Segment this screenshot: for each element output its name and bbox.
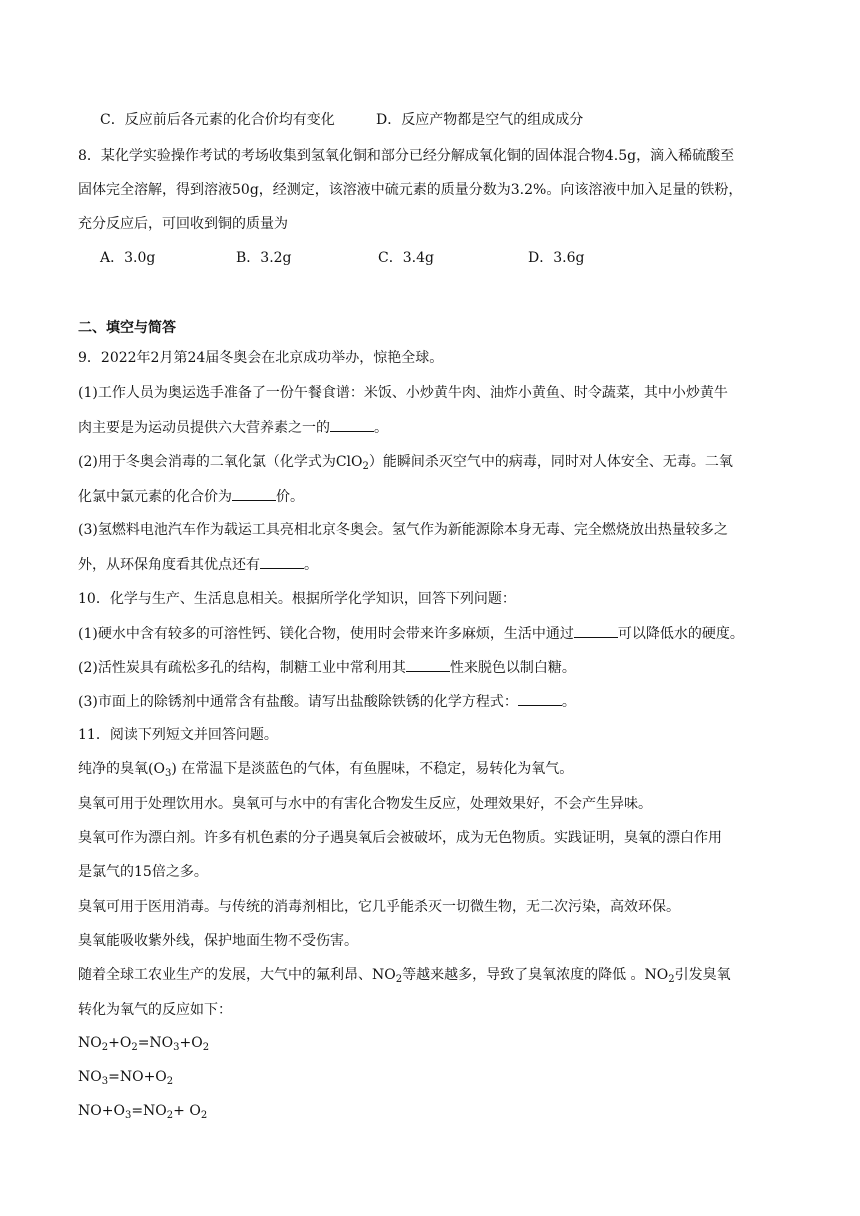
q10-stem: 10．化学与生产、生活息息相关。根据所学化学知识，回答下列问题： (78, 591, 516, 607)
q8-line-2: 固体完全溶解，得到溶液50g，经测定，该溶液中硫元素的质量分数为3.2%。向该溶液中加入足量的铁粉， (78, 182, 743, 198)
q11-sentence-3-line2: 是氯气的15倍之多。 (78, 864, 208, 880)
q10-part2 (78, 657, 576, 678)
eq-part: =NO+O (108, 1069, 167, 1085)
eq-part: =NO (131, 1103, 167, 1119)
eq-subscript: 2 (166, 1076, 174, 1087)
answer-blank[interactable] (232, 486, 276, 501)
eq-part: NO+O (78, 1103, 125, 1119)
q11-stem: 11．阅读下列短文并回答问题。 (78, 727, 278, 743)
q9-part2-text-d: 价。 (276, 489, 304, 505)
q7-option-c: C．反应前后各元素的化合价均有变化 (100, 112, 335, 128)
q9-part2-line2 (78, 486, 304, 507)
q8-options-row (100, 248, 584, 268)
q11-sentence-6-line1 (78, 965, 731, 985)
subscript: 3 (164, 768, 172, 779)
eq-subscript: 3 (173, 1042, 180, 1053)
q11-s1-text-b: ) 在常温下是淡蓝色的气体，有鱼腥味，不稳定，易转化为氧气。 (171, 761, 574, 777)
chemical-formula (336, 454, 369, 470)
q9-part2-text-b: ）能瞬间杀灭空气中的病毒，同时对人体安全、无毒。二氧 (368, 454, 733, 470)
q8-option-a: A．3.0g (100, 250, 156, 266)
q8-line-1: 8．某化学实验操作考试的考场收集到氢氧化铜和部分已经分解成氧化铜的固体混合物4.5g，滴入稀硫酸至 (78, 148, 735, 164)
eq-subscript: 2 (200, 1110, 208, 1121)
equation-2 (78, 1067, 173, 1087)
q10-part2-text-a: (2)活性炭具有疏松多孔的结构，制糖工业中常利用其 (78, 660, 406, 676)
q9-part3-line1: (3)氢燃料电池汽车作为载运工具亮相北京冬奥会。氢气作为新能源除本身无毒、完全燃烧放出热量较多之 (78, 522, 728, 538)
q9-part3-end: 。 (304, 557, 318, 573)
q11-sentence-1 (78, 759, 573, 779)
eq-part: +O (179, 1035, 203, 1051)
answer-blank[interactable] (406, 657, 450, 672)
q7-option-d: D．反应产物都是空气的组成成分 (376, 112, 584, 128)
q8-line-3: 充分反应后，可回收到铜的质量为 (78, 216, 288, 232)
eq-part: + O (173, 1103, 201, 1119)
q9-part1-end: 。 (374, 420, 388, 436)
q10-part1-text-b: 可以降低水的硬度。 (617, 626, 744, 642)
q9-part1-line1: (1)工作人员为奥运选手准备了一份午餐食谱：米饭、小炒黄牛肉、油炸小黄鱼、时令蔬菜，其中小炒黄牛 (78, 385, 728, 401)
eq-subscript: 3 (124, 1110, 132, 1121)
q11-s1-text-a: 纯净的臭氧(O (78, 761, 165, 777)
q11-sentence-5: 臭氧能吸收紫外线，保护地面生物不受伤害。 (78, 933, 358, 949)
q10-part3-text-a: (3)市面上的除锈剂中通常含有盐酸。请写出盐酸除铁锈的化学方程式： (78, 694, 518, 710)
q9-stem: 9．2022年2月第24届冬奥会在北京成功举办，惊艳全球。 (78, 350, 444, 366)
q10-part1-text-a: (1)硬水中含有较多的可溶性钙、镁化合物，使用时会带来许多麻烦，生活中通过 (78, 626, 574, 642)
q11-s6-text-b: 等越来越多，导致了臭氧浓度的降低 。NO (402, 967, 669, 983)
eq-subscript: 2 (166, 1110, 174, 1121)
q8-option-b: B．3.2g (236, 250, 292, 266)
section-heading: 二、填空与简答 (78, 320, 176, 336)
q9-part1-text: 肉主要是为运动员提供六大营养素之一的 (78, 420, 330, 436)
subscript: 2 (668, 974, 675, 985)
equation-3 (78, 1101, 207, 1121)
q11-sentence-3-line1: 臭氧可作为漂白剂。许多有机色素的分子遇臭氧后会被破坏，成为无色物质。实践证明，臭氧的漂白作用 (78, 830, 722, 846)
q9-part2-line1 (78, 452, 733, 472)
q9-part2-text-c: 化氯中氯元素的化合价为 (78, 489, 232, 505)
formula-subscript: 2 (362, 461, 369, 472)
subscript: 2 (395, 974, 403, 985)
q8-option-c: C．3.4g (378, 250, 434, 266)
answer-blank[interactable] (574, 623, 618, 638)
eq-subscript: 2 (101, 1042, 109, 1053)
eq-subscript: 2 (202, 1042, 210, 1053)
q11-sentence-2: 臭氧可用于处理饮用水。臭氧可与水中的有害化合物发生反应，处理效果好，不会产生异味。 (78, 796, 652, 812)
eq-subscript: 3 (101, 1076, 109, 1087)
q9-part3-text: 外，从环保角度看其优点还有 (78, 557, 260, 573)
q7-options-row (100, 110, 583, 130)
eq-part: NO (78, 1035, 102, 1051)
q9-part2-text-a: (2)用于冬奥会消毒的二氧化氯（化学式为 (78, 454, 336, 470)
q10-part3 (78, 691, 576, 712)
eq-part: =NO (137, 1035, 174, 1051)
equation-1 (78, 1033, 209, 1053)
eq-part: +O (108, 1035, 132, 1051)
q11-sentence-6-line2: 转化为氧气的反应如下： (78, 1002, 232, 1018)
q9-part3-line2 (78, 554, 318, 575)
q10-part2-text-b: 性来脱色以制白糖。 (449, 660, 576, 676)
answer-blank[interactable] (518, 691, 562, 706)
formula-text: ClO (335, 454, 363, 470)
q9-part1-line2 (78, 417, 388, 438)
eq-subscript: 2 (131, 1042, 138, 1053)
q8-option-d: D．3.6g (528, 250, 585, 266)
answer-blank[interactable] (330, 417, 374, 432)
q11-sentence-4: 臭氧可用于医用消毒。与传统的消毒剂相比，它几乎能杀灭一切微生物，无二次污染，高效环保。 (78, 899, 680, 915)
answer-blank[interactable] (260, 554, 304, 569)
eq-part: NO (78, 1069, 102, 1085)
q10-part1 (78, 623, 744, 644)
q10-part3-text-b: 。 (561, 694, 576, 710)
q11-s6-text-a: 随着全球工农业生产的发展，大气中的氟利昂、NO (78, 967, 396, 983)
q11-s6-text-c: 引发臭氧 (674, 967, 731, 983)
